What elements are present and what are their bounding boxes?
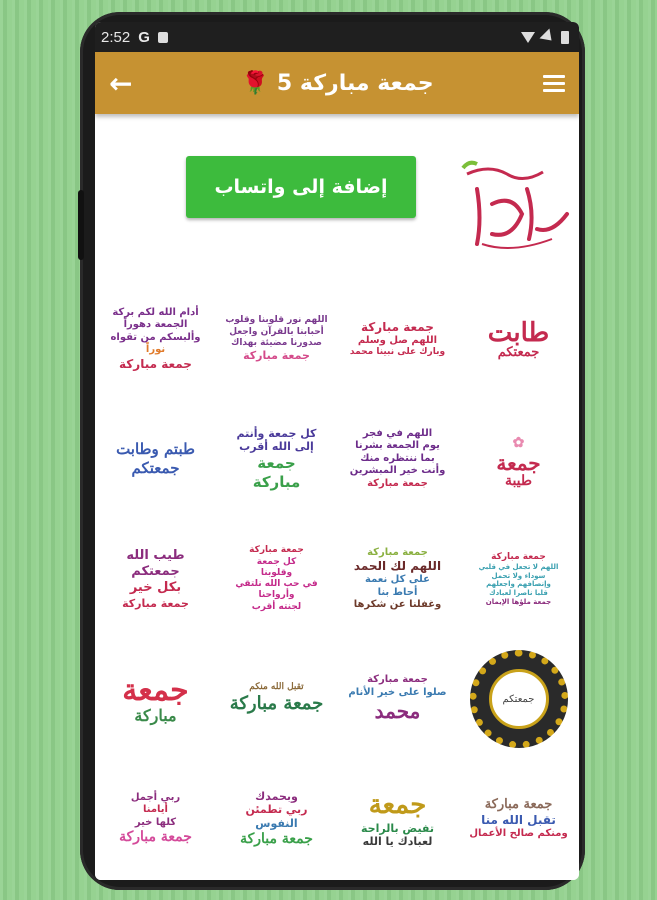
sticker-item[interactable] bbox=[458, 639, 579, 759]
sticker-text: بما ننتظره منك bbox=[360, 452, 435, 464]
ornament-medallion-icon bbox=[470, 650, 568, 748]
sticker-text: على كل نعمة bbox=[365, 574, 430, 585]
sticker-text: جمعة مباركة bbox=[119, 356, 192, 371]
sticker-text: اللهم صل وسلم bbox=[357, 334, 438, 346]
sticker-text: جمعة ملؤها الإيمان bbox=[485, 597, 552, 606]
sticker-text: أحبابنا بالقرآن واجعل bbox=[229, 326, 324, 337]
sticker-text: صلوا على خير الأنام bbox=[348, 686, 447, 698]
sticker-text: يوم الجمعة بشرنا bbox=[355, 440, 440, 452]
sticker-text: جمعة مباركة bbox=[367, 477, 428, 489]
sticker-text: اللهم لك الحمد bbox=[353, 559, 442, 573]
sticker-text: جمعة مباركة bbox=[229, 693, 324, 715]
sticker-text: صدورنا مضيئة بهداك bbox=[231, 337, 322, 348]
sticker-text: أحاط بنا bbox=[377, 586, 418, 598]
page-title: جمعة مباركة 5 🌹 bbox=[241, 70, 434, 96]
sticker-text: اللهم في فجر bbox=[362, 427, 433, 439]
sticker-text: كل جمعة bbox=[256, 556, 297, 567]
sticker-item[interactable] bbox=[458, 759, 579, 879]
sticker-text: مباركة bbox=[134, 705, 177, 725]
sticker-text: محمد bbox=[374, 699, 421, 723]
sticker-text: وأنت خير المبشرين bbox=[349, 465, 446, 477]
sticker-text: جمعة bbox=[257, 454, 296, 472]
sticker-item[interactable] bbox=[337, 639, 458, 759]
screen bbox=[95, 22, 579, 880]
sticker-text: اللهم لا تجعل في قلبي bbox=[478, 562, 559, 571]
sticker-text: طيبة bbox=[504, 472, 533, 489]
sticker-text: وقلوبنا bbox=[260, 567, 293, 578]
sticker-text: أيامنا bbox=[143, 804, 168, 815]
sticker-text: جمعتكم bbox=[131, 459, 180, 477]
sticker-item[interactable] bbox=[216, 399, 337, 519]
sticker-pack-content bbox=[95, 114, 579, 880]
sticker-text: بكل خير bbox=[129, 580, 182, 596]
sticker-text: جمعة مباركة bbox=[249, 545, 304, 556]
sticker-item[interactable] bbox=[95, 279, 216, 399]
sticker-item[interactable] bbox=[337, 519, 458, 639]
sticker-text: كلها خير bbox=[134, 816, 177, 828]
sticker-text: وبارك على نبينا محمد bbox=[349, 347, 446, 358]
sticker-item[interactable] bbox=[216, 759, 337, 879]
sticker-text: جمعتكم bbox=[502, 693, 535, 705]
app-bar bbox=[95, 52, 579, 114]
sticker-item[interactable] bbox=[458, 279, 579, 399]
sticker-text: جمعة مباركة bbox=[243, 349, 310, 362]
sticker-text: إلى الله أقرب bbox=[239, 440, 314, 454]
sticker-text: طيب الله bbox=[126, 547, 185, 563]
sticker-text: طبتم وطابت bbox=[116, 440, 195, 459]
status-bar bbox=[95, 22, 579, 52]
sticker-item[interactable] bbox=[95, 399, 216, 519]
sticker-text: وبحمدك bbox=[255, 789, 298, 803]
tray-icon bbox=[457, 144, 573, 259]
sticker-text: تقبل الله منكم bbox=[249, 682, 304, 693]
sticker-item[interactable] bbox=[95, 639, 216, 759]
google-icon: G bbox=[138, 28, 150, 46]
sticker-text: وألبسكم من تقواه bbox=[110, 331, 201, 343]
sticker-item[interactable] bbox=[337, 759, 458, 879]
sticker-text: ومنكم صالح الأعمال bbox=[469, 828, 568, 840]
sticker-text: لجنته أقرب bbox=[251, 601, 302, 612]
sticker-text: وغفلنا عن شكرها bbox=[353, 599, 442, 610]
sticker-text: سوداء ولا تحمل bbox=[491, 571, 546, 580]
sticker-item[interactable] bbox=[216, 279, 337, 399]
sticker-text: وأرواحنا bbox=[258, 590, 295, 601]
sticker-text: النفوس bbox=[255, 817, 298, 831]
sticker-item[interactable] bbox=[337, 279, 458, 399]
sticker-text: نوراً bbox=[145, 344, 166, 355]
sticker-text: لعبادك يا الله bbox=[362, 835, 433, 849]
sticker-item[interactable] bbox=[458, 399, 579, 519]
sticker-text: الجمعة دهوراً bbox=[123, 319, 188, 330]
sticker-text: جمعة مباركة bbox=[119, 829, 192, 845]
notification-icon bbox=[158, 32, 168, 43]
sticker-text: تفيض بالراحة bbox=[361, 821, 434, 835]
sticker-text: جمعة مباركة bbox=[240, 830, 313, 847]
sticker-item[interactable] bbox=[95, 519, 216, 639]
sticker-text: جمعة bbox=[122, 672, 189, 708]
sticker-text: جمعة مباركة bbox=[367, 546, 428, 558]
sticker-text: قلبا ناصرا لعبادك bbox=[489, 589, 548, 597]
sticker-text: أدام الله لكم بركة bbox=[112, 306, 199, 318]
sticker-text: ربي تطمئن bbox=[245, 803, 308, 817]
sticker-text: في حب الله نلتقي bbox=[235, 579, 318, 589]
arrow-left-icon[interactable]: ← bbox=[109, 66, 133, 100]
sticker-item[interactable] bbox=[216, 519, 337, 639]
sticker-text: جمعتكم bbox=[497, 344, 540, 360]
sticker-text: تقبل الله منا bbox=[481, 813, 556, 828]
battery-icon bbox=[561, 31, 569, 44]
sticker-text: وإنصافهم واجعلهم bbox=[486, 580, 551, 589]
phone-side-button bbox=[78, 190, 84, 260]
sticker-text: ربي أجمل bbox=[130, 791, 181, 803]
hamburger-menu-icon[interactable] bbox=[543, 75, 565, 92]
status-time: 2:52 bbox=[101, 28, 131, 46]
sticker-text: مباركة bbox=[252, 472, 301, 491]
sticker-text: جمعة مباركة bbox=[491, 551, 546, 562]
sticker-text: جمعة bbox=[496, 450, 541, 475]
sticker-text: جمعة مباركة bbox=[484, 797, 553, 813]
signal-icon bbox=[540, 29, 557, 46]
sticker-item[interactable] bbox=[337, 399, 458, 519]
sticker-item[interactable] bbox=[458, 519, 579, 639]
flower-icon: ✿ bbox=[512, 435, 525, 452]
sticker-text: جمعة مباركة bbox=[367, 674, 428, 685]
wifi-icon bbox=[521, 32, 535, 43]
sticker-text: جمعة مباركة bbox=[361, 319, 434, 334]
sticker-text: طابت bbox=[487, 317, 550, 348]
sticker-text: جمعة مباركة bbox=[122, 596, 189, 610]
sticker-text: اللهم نور قلوبنا وقلوب bbox=[225, 315, 328, 326]
sticker-text: جمعتكم bbox=[131, 564, 180, 579]
sticker-text: كل جمعة وأنتم bbox=[236, 426, 317, 440]
sticker-item[interactable] bbox=[216, 639, 337, 759]
sticker-text: جمعة bbox=[368, 790, 427, 820]
sticker-item[interactable] bbox=[95, 759, 216, 879]
add-to-whatsapp-button[interactable]: إضافة إلى واتساب bbox=[186, 156, 416, 218]
